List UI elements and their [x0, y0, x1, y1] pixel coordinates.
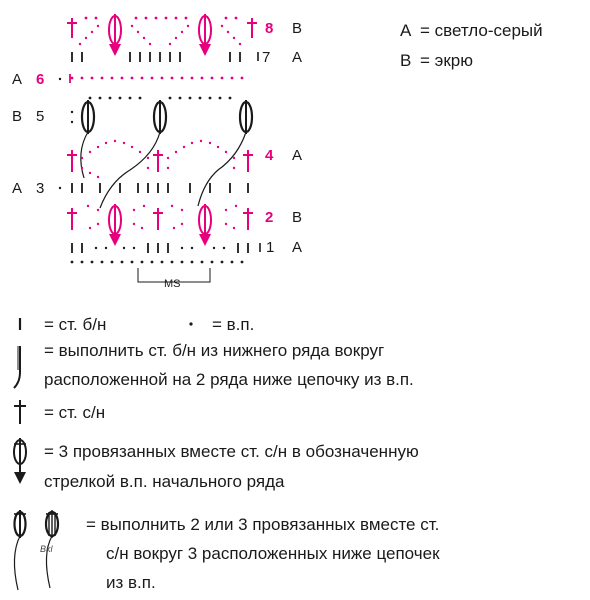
- row-label-num: 8: [265, 20, 274, 37]
- spike-sc-symbol-icon: [14, 346, 20, 388]
- row-label-letter: A: [12, 71, 23, 88]
- row-8: [67, 14, 257, 50]
- row-6: [70, 74, 243, 83]
- legend-wrap-line1: = выполнить 2 или 3 провязанных вместе ст.: [86, 515, 440, 534]
- row-1: [71, 243, 248, 263]
- dc-symbol-icon: [14, 400, 26, 424]
- legend-spike-line1: = выполнить ст. б/н из нижнего ряда вокруг: [44, 341, 385, 360]
- row-label-letter: A: [292, 239, 303, 256]
- legend-cluster-line1: = 3 провязанных вместе ст. с/н в обозначенную: [44, 442, 419, 461]
- row-label-num: 7: [262, 49, 271, 66]
- row-2: [67, 204, 253, 240]
- row-labels-right: [258, 20, 302, 256]
- legend-sc-text: = ст. б/н: [44, 315, 107, 334]
- row-4: [67, 140, 253, 178]
- repeat-bracket: [138, 268, 210, 290]
- left-edge-marks: [59, 78, 61, 189]
- legend-ch-text: = в.п.: [212, 315, 255, 334]
- legend-dc-text: = ст. с/н: [44, 403, 106, 422]
- colour-key-text: = светло-серый: [420, 21, 543, 40]
- row-label-letter: A: [292, 49, 303, 66]
- row-label-num: 1: [266, 239, 275, 256]
- row-label-num: 3: [36, 180, 45, 197]
- row-label-num: 6: [36, 71, 45, 88]
- row-label-letter: A: [12, 180, 23, 197]
- chain-symbol-icon: [189, 322, 192, 325]
- wrap-cluster-right: [198, 100, 252, 206]
- row-5: [71, 97, 252, 208]
- legend-wrap-line3: из в.п.: [106, 573, 156, 592]
- cluster-bottom-right: [199, 204, 211, 240]
- row-3: [72, 183, 248, 193]
- legend-wrap-line2: с/н вокруг 3 расположенных ниже цепочек: [106, 544, 440, 563]
- cluster-top-right: [199, 14, 211, 50]
- chart-grid: [59, 14, 257, 290]
- row-label-letter: B: [292, 20, 303, 37]
- row-labels-left: [12, 71, 44, 197]
- row-7: [72, 52, 240, 62]
- watermark-text: Bkl: [40, 544, 53, 554]
- row-label-letter: B: [12, 108, 23, 125]
- row-label-num: 4: [265, 147, 274, 164]
- row-label-num: 5: [36, 108, 45, 125]
- colour-key-text: = экрю: [420, 51, 473, 70]
- wrap-2dc-symbol-icon: [14, 510, 26, 590]
- legend-spike-line2: расположенной на 2 ряда ниже цепочку из в.п.: [44, 370, 414, 389]
- legend-cluster-line2: стрелкой в.п. начального ряда: [44, 472, 285, 491]
- dc-cluster-arrow-symbol-icon: [14, 438, 26, 478]
- colour-key-letter: B: [400, 51, 412, 70]
- wrap-cluster-left: [81, 100, 94, 178]
- colour-key-letter: A: [400, 21, 412, 40]
- cluster-top-left: [109, 14, 121, 50]
- row-label-letter: B: [292, 209, 303, 226]
- colour-key: [400, 21, 543, 70]
- symbol-legend: [14, 315, 440, 592]
- row-label-num: 2: [265, 209, 274, 226]
- row-label-letter: A: [292, 147, 303, 164]
- cluster-bottom-left: [109, 204, 121, 240]
- repeat-label: MS: [164, 278, 181, 290]
